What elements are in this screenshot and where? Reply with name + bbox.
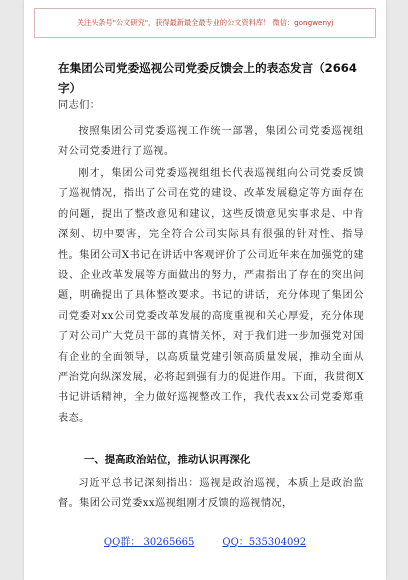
paragraph-2: 刚才，集团公司党委巡视组组长代表巡视组向公司党委反馈了巡视情况，指出了公司在党的建设、改革发展稳定等方面存在的问题，提出了整改意见和建议，这些反馈意见实事求是、中肯深刻、切中要害，完全符合公司实际具有很强的针对性、指导性。集团公司X书记在讲话中客观评价了公司近年来在加强党的建设、企业改革发展等方面做出的努力，严肃指出了存在的突出问题，明确提出了具体整改要求。书记的讲话，充分体现了集团公司党委对xx公司党委改革发展的高度重视和关心厚爱，充分体现了对公司广大党员干部的真情关怀，对于我们进一步加强党对国有企业的全面领导，以高质量党建引领高质量发展，推动全面从严治党向纵深发展，必将起到强有力的促进作用。下面，我贯彻X书记讲话精神，全力做好巡视整改工作，我代表xx公司党委郑重表态。 [58,168,364,424]
salutation: 同志们： [58,100,101,111]
paragraph-3: 习近平总书记深刻指出：巡视是政治巡视，本质上是政治监督。集团公司党委xx巡视组刚才反馈的巡视情况， [58,478,364,510]
paragraph-1: 按照集团公司党委巡视工作统一部署，集团公司党委巡视组对公司党委进行了巡视。 [58,126,364,158]
document-page [24,0,386,580]
footer-qq-group[interactable]: QQ群： 30265665 [103,537,195,548]
section-heading: 一、提高政治站位，推动认识再深化 [84,454,251,466]
document-title: 在集团公司党委巡视公司党委反馈会上的表态发言（2664字） [58,61,357,95]
footer-qq[interactable]: QQ：535304092 [222,537,307,548]
footer-contacts [24,533,386,549]
promo-banner-text: 关注头条号"公文研究"，获得最新最全最专业的公文资料库！ 微信：gongwenyj [76,18,334,27]
promo-banner [34,8,376,38]
